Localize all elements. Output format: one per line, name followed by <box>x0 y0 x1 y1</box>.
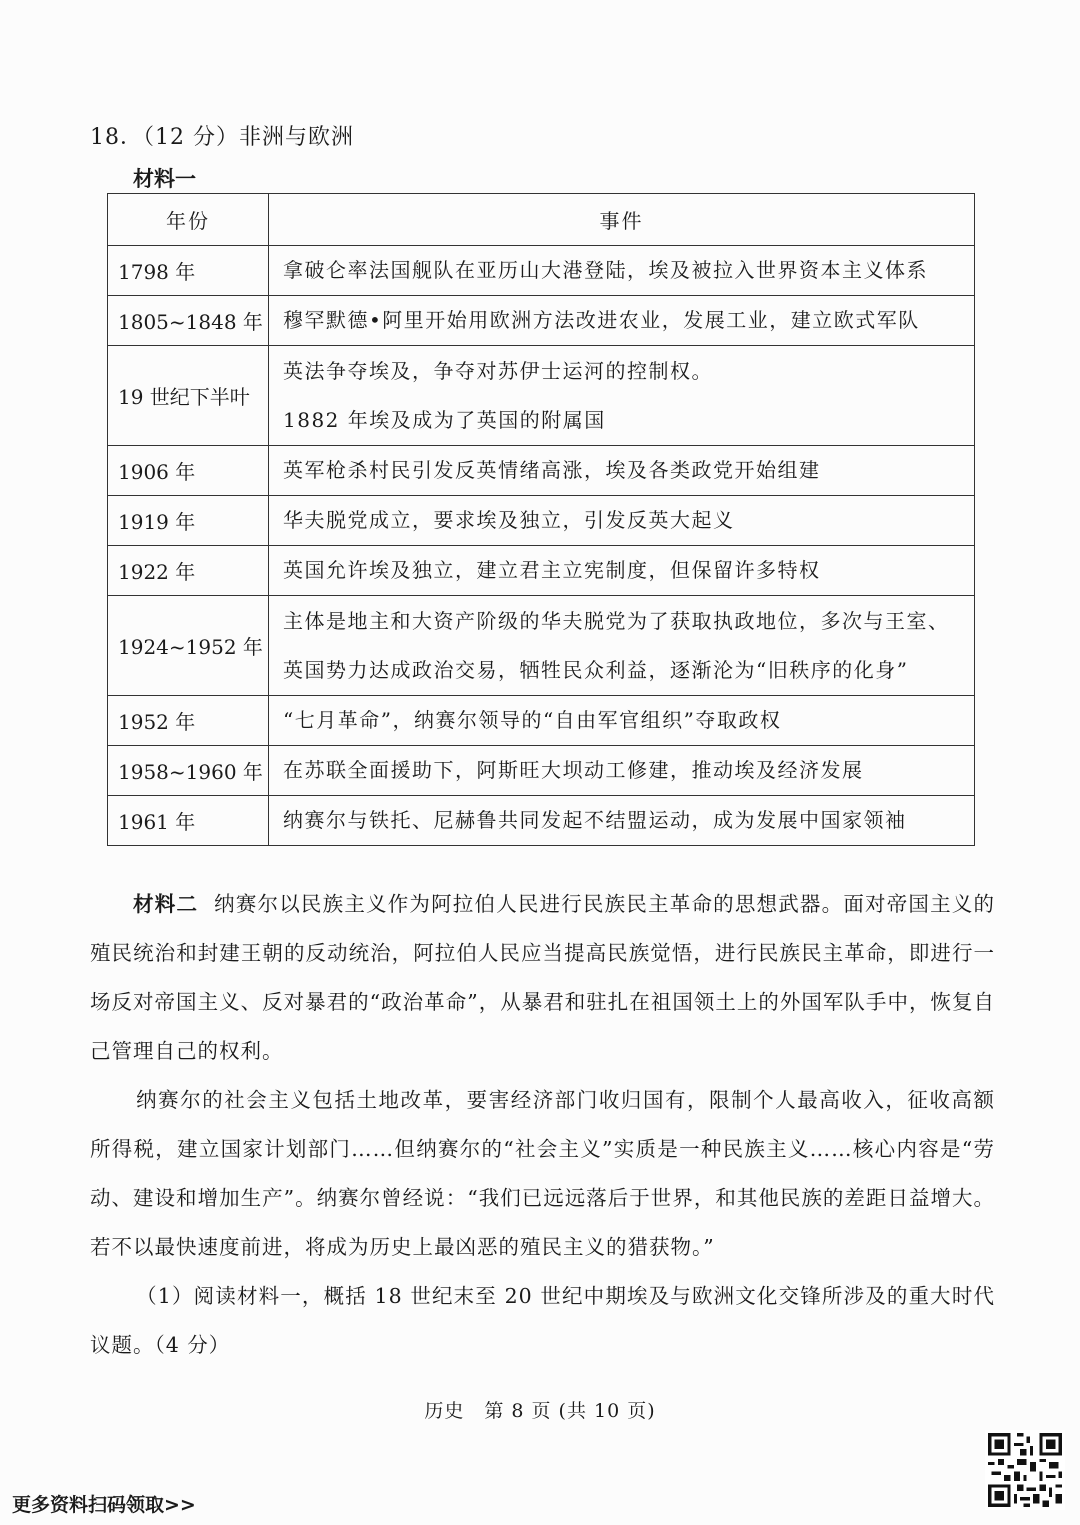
event-line: 纳赛尔与铁托、尼赫鲁共同发起不结盟运动，成为发展中国家领袖 <box>283 808 907 832</box>
event-line: 主体是地主和大资产阶级的华夫脱党为了获取执政地位，多次与王室、 <box>283 608 950 633</box>
table-row <box>108 696 975 746</box>
row-year: 1805~1848 年 <box>108 296 269 346</box>
qr-code-icon[interactable] <box>985 1430 1065 1510</box>
table-row <box>108 296 975 346</box>
row-year: 1922 年 <box>108 546 269 596</box>
promo-text: 更多资料扫码领取>> <box>12 1494 196 1516</box>
table-header-row <box>108 194 975 246</box>
row-event <box>269 696 975 746</box>
row-event <box>269 496 975 546</box>
material2-paragraph-1-text: 纳赛尔以民族主义作为阿拉伯人民进行民族民主革命的思想武器。面对帝国主义的殖民统治和封建王朝的反动统治，阿拉伯人民应当提高民族觉悟，进行民族民主革命，即进行一场反对帝国主义、反对暴君的“政治革命”，从暴君和驻扎在祖国领土上的外国军队手中，恢复自己管理自己的权利。 <box>90 892 996 1063</box>
row-event <box>269 446 975 496</box>
row-year: 1919 年 <box>108 496 269 546</box>
row-event <box>269 746 975 796</box>
table-row <box>108 796 975 846</box>
row-year: 19 世纪下半叶 <box>108 346 269 446</box>
material2-section <box>90 880 995 1370</box>
header-event: 事件 <box>269 194 975 246</box>
material2-label: 材料二 <box>133 892 199 916</box>
row-year: 1958~1960 年 <box>108 746 269 796</box>
event-line: 英国势力达成政治交易，牺牲民众利益，逐渐沦为“旧秩序的化身” <box>283 657 909 682</box>
header-year: 年份 <box>108 194 269 246</box>
row-year: 1961 年 <box>108 796 269 846</box>
event-line: 1882 年埃及成为了英国的附属国 <box>283 407 606 432</box>
row-year: 1906 年 <box>108 446 269 496</box>
page-footer: 历史 第 8 页 (共 10 页) <box>424 1400 656 1422</box>
table-body <box>108 246 975 846</box>
row-year: 1952 年 <box>108 696 269 746</box>
row-event <box>269 546 975 596</box>
table-row <box>108 346 975 446</box>
event-line: “七月革命”，纳赛尔领导的“自由军官组织”夺取政权 <box>283 708 782 732</box>
row-event <box>269 296 975 346</box>
table-row <box>108 596 975 696</box>
table-row <box>108 746 975 796</box>
material2-paragraph-1 <box>90 880 995 1076</box>
event-line: 英国允许埃及独立，建立君主立宪制度，但保留许多特权 <box>283 558 821 582</box>
table-row <box>108 246 975 296</box>
row-year: 1924~1952 年 <box>108 596 269 696</box>
event-line: 在苏联全面援助下，阿斯旺大坝动工修建，推动埃及经济发展 <box>283 758 864 782</box>
table-row <box>108 496 975 546</box>
event-line: 英法争夺埃及，争夺对苏伊士运河的控制权。 <box>283 358 713 383</box>
row-event <box>269 796 975 846</box>
event-line: 华夫脱党成立，要求埃及独立，引发反英大起义 <box>283 508 735 532</box>
row-event <box>269 246 975 296</box>
event-line: 拿破仑率法国舰队在亚历山大港登陆，埃及被拉入世界资本主义体系 <box>283 258 928 282</box>
event-line: 英军枪杀村民引发反英情绪高涨，埃及各类政党开始组建 <box>283 458 821 482</box>
row-event <box>269 346 975 446</box>
table-row <box>108 446 975 496</box>
events-table <box>107 193 975 846</box>
question-title: 18．（12 分）非洲与欧洲 <box>90 125 354 150</box>
row-year: 1798 年 <box>108 246 269 296</box>
material2-paragraph-2: 纳赛尔的社会主义包括土地改革，要害经济部门收归国有，限制个人最高收入，征收高额所得税，建立国家计划部门……但纳赛尔的“社会主义”实质是一种民族主义……核心内容是“劳动、建设和增加生产”。纳赛尔曾经说：“我们已远远落后于世界，和其他民族的差距日益增大。若不以最快速度前进，将成为历史上最凶恶的殖民主义的猎获物。” <box>90 1088 995 1259</box>
event-line: 穆罕默德•阿里开始用欧洲方法改进农业，发展工业，建立欧式军队 <box>283 308 920 332</box>
material1-label: 材料一 <box>133 167 196 191</box>
table-row <box>108 546 975 596</box>
row-event <box>269 596 975 696</box>
sub-question-1: （1）阅读材料一，概括 18 世纪末至 20 世纪中期埃及与欧洲文化交锋所涉及的重大时代议题。（4 分） <box>90 1284 995 1357</box>
